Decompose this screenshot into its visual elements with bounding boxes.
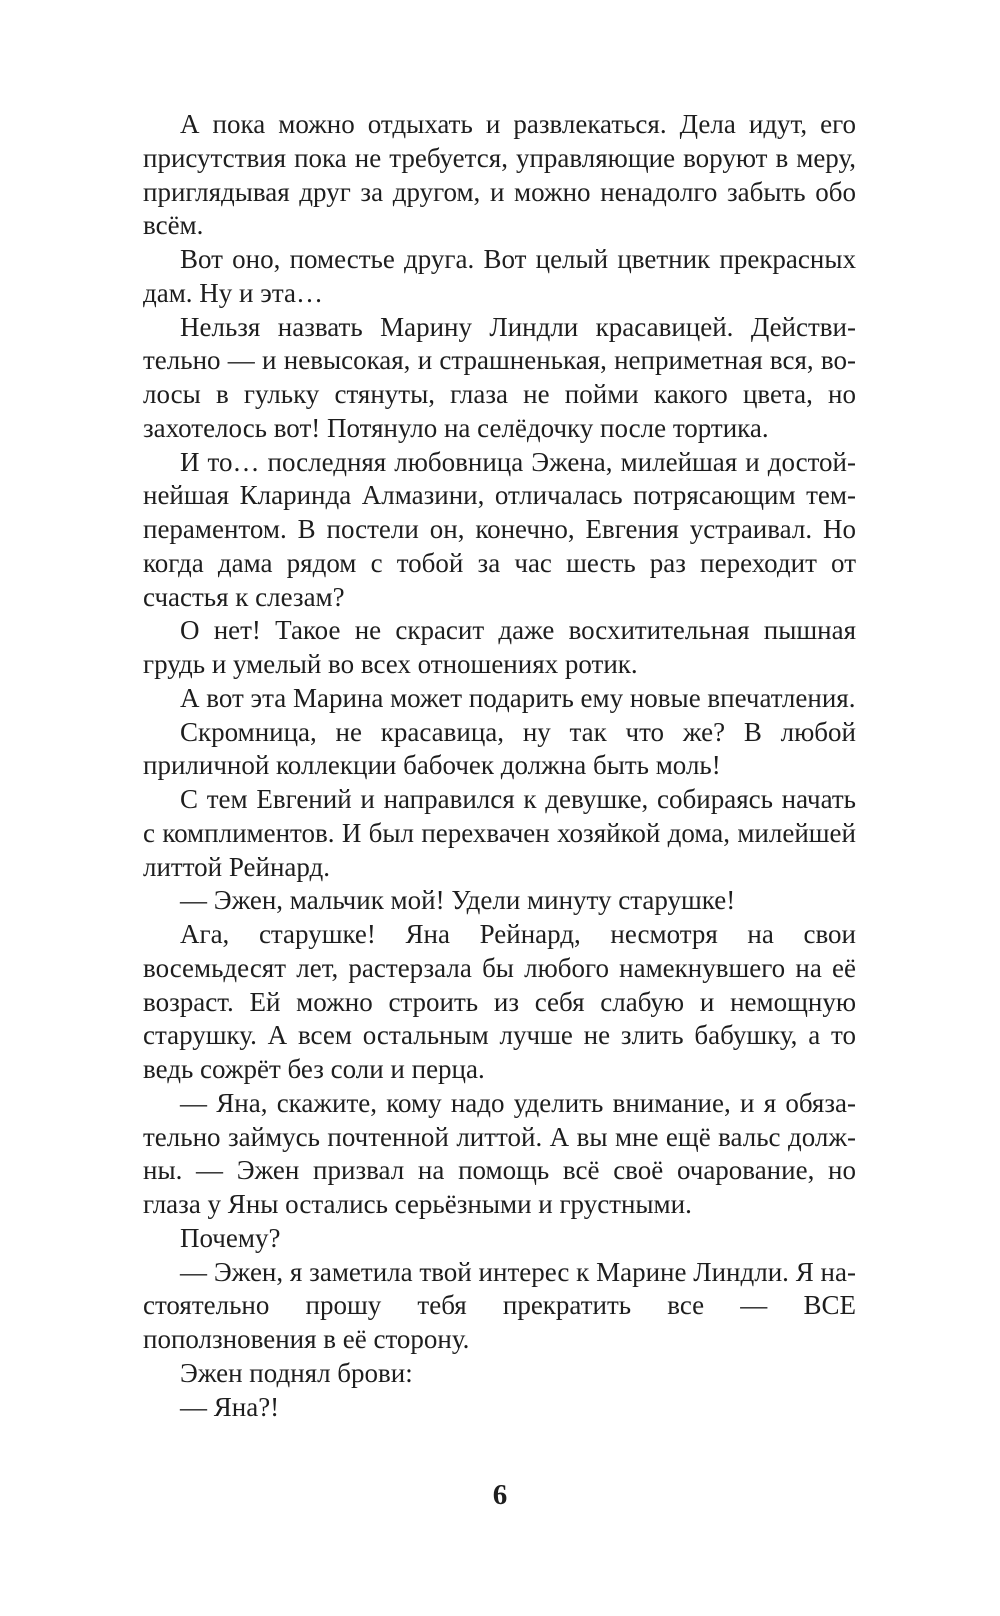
- paragraph: — Яна?!: [180, 1391, 280, 1422]
- paragraph: А пока можно отдыхать и развлекаться. Дела идут, его присутствия пока не требуется, управляющие воруют в меру, приглядывая друг за другом, и можно ненадолго забыть обо всём.: [143, 109, 856, 241]
- paragraph: С тем Евгений и направился к девушке, собираясь начать с комплиментов. И был перехвачен хозяйкой дома, милейшей литтой Рейнард.: [143, 784, 856, 882]
- paragraph: Эжен поднял брови:: [180, 1357, 413, 1388]
- body-text: [143, 108, 856, 1424]
- paragraph: — Эжен, я заметила твой интерес к Марине Линдли. Я настоятельно прошу тебя прекратить все — ВСЕ поползновения в её сторону.: [143, 1256, 856, 1354]
- paragraph: А вот эта Марина может подарить ему новые впечатления.: [180, 682, 856, 713]
- paragraph: — Яна, скажите, кому надо уделить внимание, и я обязательно займусь почтенной литтой. А вы мне ещё вальс должны. — Эжен призвал на помощь всё своё очарование, но глаза у Яны остались серьёзными и грустными.: [143, 1087, 856, 1219]
- paragraph: Вот оно, поместье друга. Вот целый цветник прекрасных дам. Ну и эта…: [143, 244, 856, 308]
- paragraph: Ага, старушке! Яна Рейнард, несмотря на свои восемьдесят лет, растерзала бы любого намекнувшего на её возраст. Ей можно строить из себя слабую и немощную старушку. А всем остальным лучше не злить бабушку, а то ведь сожрёт без соли и перца.: [143, 919, 856, 1084]
- paragraph: О нет! Такое не скрасит даже восхитительная пышная грудь и умелый во всех отношениях ротик.: [143, 615, 856, 679]
- paragraph: Почему?: [180, 1222, 281, 1253]
- paragraph: И то… последняя любовница Эжена, милейшая и достойнейшая Кларинда Алмазини, отличалась потрясающим темпераментом. В постели он, конечно, Евгения устраивал. Но когда дама рядом с тобой за час шесть раз переходит от счастья к слезам?: [143, 446, 856, 612]
- paragraph: Нельзя назвать Марину Линдли красавицей. Действительно — и невысокая, и страшненькая, неприметная вся, волосы в гульку стянуты, глаза не пойми какого цвета, но захотелось вот! Потянуло на селёдочку после тортика.: [143, 311, 856, 443]
- paragraph: — Эжен, мальчик мой! Удели минуту старушке!: [180, 885, 736, 916]
- page-number: 6: [492, 1479, 508, 1511]
- paragraph: Скромница, не красавица, ну так что же? В любой приличной коллекции бабочек должна быть моль!: [143, 716, 856, 781]
